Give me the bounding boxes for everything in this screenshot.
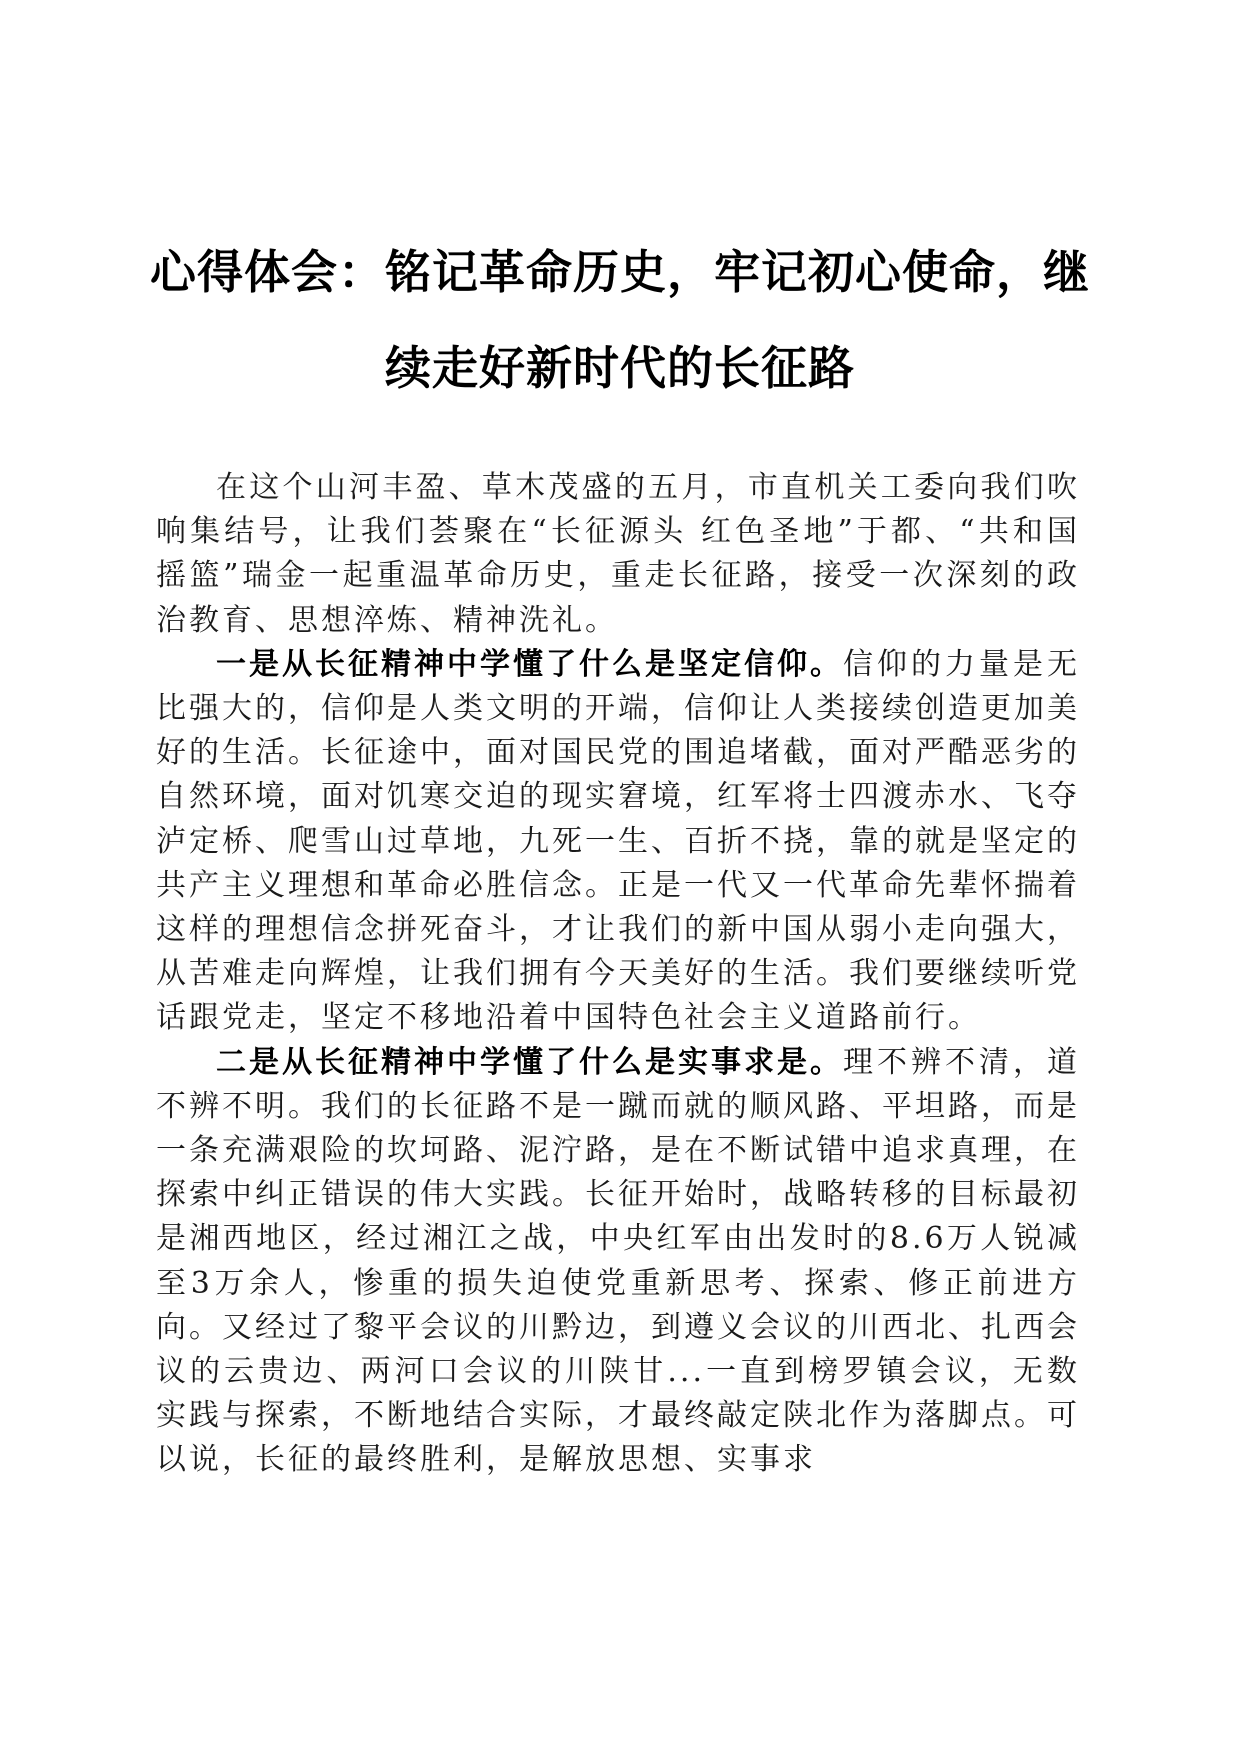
paragraph-intro-text: 在这个山河丰盈、草木茂盛的五月，市直机关工委向我们吹响集结号，让我们荟聚在“长征源头 红色圣地”于都、“共和国摇篮”瑞金一起重温革命历史，重走长征路，接受一次深刻的政治教育、思想淬炼、精神洗礼。 bbox=[156, 470, 1080, 638]
paragraph-firm-belief-lead: 一是从长征精神中学懂了什么是坚定信仰。 bbox=[216, 646, 843, 682]
document-body bbox=[156, 466, 1080, 1483]
paragraph-intro bbox=[156, 466, 1080, 643]
paragraph-seek-truth bbox=[156, 1041, 1080, 1483]
paragraph-seek-truth-text: 理不辨不清，道不辨不明。我们的长征路不是一蹴而就的顺风路、平坦路，而是一条充满艰险的坎坷路、泥泞路，是在不断试错中追求真理，在探索中纠正错误的伟大实践。长征开始时，战略转移的目标最初是湘西地区，经过湘江之战，中央红军由出发时的8.6万人锐减至3万余人，惨重的损失迫使党重新思考、探索、修正前进方向。又经过了黎平会议的川黔边，到遵义会议的川西北、扎西会议的云贵边、两河口会议的川陕甘...一直到榜罗镇会议，无数实践与探索，不断地结合实际，才最终敲定陕北作为落脚点。可以说，长征的最终胜利，是解放思想、实事求 bbox=[156, 1044, 1080, 1478]
paragraph-seek-truth-lead: 二是从长征精神中学懂了什么是实事求是。 bbox=[216, 1044, 843, 1080]
document-title: 心得体会：铭记革命历史，牢记初心使命，继续走好新时代的长征路 bbox=[150, 245, 1090, 395]
paragraph-firm-belief-text: 信仰的力量是无比强大的，信仰是人类文明的开端，信仰让人类接续创造更加美好的生活。长征途中，面对国民党的围追堵截，面对严酷恶劣的自然环境，面对饥寒交迫的现实窘境，红军将士四渡赤水、飞夺泸定桥、爬雪山过草地，九死一生、百折不挠，靠的就是坚定的共产主义理想和革命必胜信念。正是一代又一代革命先辈怀揣着这样的理想信念拼死奋斗，才让我们的新中国从弱小走向强大，从苦难走向辉煌，让我们拥有今天美好的生活。我们要继续听党话跟党走，坚定不移地沿着中国特色社会主义道路前行。 bbox=[156, 646, 1080, 1036]
paragraph-firm-belief bbox=[156, 643, 1080, 1041]
